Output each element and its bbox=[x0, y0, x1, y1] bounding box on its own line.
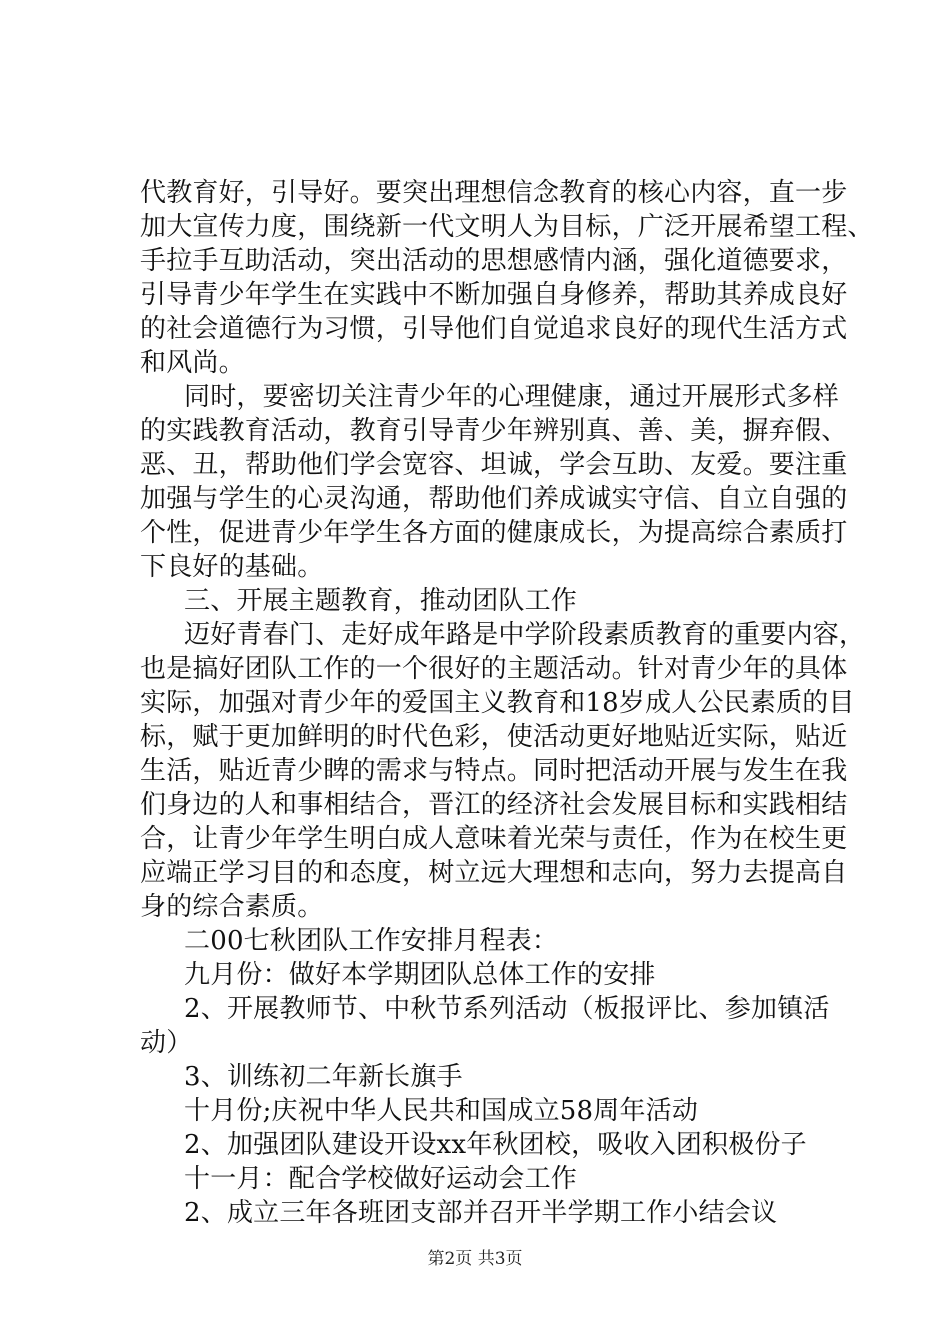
text-line: 代教育好，引导好。要突出理想信念教育的核心内容，直一步 bbox=[140, 178, 848, 208]
schedule-item: 十一月：配合学校做好运动会工作 bbox=[184, 1164, 578, 1194]
page-footer: 第2页 共3页 bbox=[427, 1249, 523, 1269]
paragraph-start: 同时，要密切关注青少年的心理健康，通过开展形式多样 bbox=[184, 382, 840, 412]
text-line: 身的综合素质。 bbox=[140, 892, 324, 922]
text-line: 也是搞好团队工作的一个很好的主题活动。针对青少年的具体 bbox=[140, 654, 848, 684]
text-line: 个性，促进青少年学生各方面的健康成长，为提高综合素质打 bbox=[140, 518, 848, 548]
text-line: 应端正学习目的和态度，树立远大理想和志向，努力去提高自 bbox=[140, 858, 848, 888]
text-line: 和风尚。 bbox=[140, 348, 245, 378]
text-line: 标，赋于更加鲜明的时代色彩，使活动更好地贴近实际，贴近 bbox=[140, 722, 848, 752]
schedule-item: 2、加强团队建设开设xx年秋团校，吸收入团积极份子 bbox=[184, 1130, 807, 1160]
text-line: 恶、丑，帮助他们学会宽容、坦诚，学会互助、友爱。要注重 bbox=[140, 450, 848, 480]
schedule-item: 2、成立三年各班团支部并召开半学期工作小结会议 bbox=[184, 1198, 778, 1228]
text-line: 生活，贴近青少睥的需求与特点。同时把活动开展与发生在我 bbox=[140, 756, 848, 786]
schedule-item: 九月份：做好本学期团队总体工作的安排 bbox=[184, 960, 656, 990]
schedule-item: 2、开展教师节、中秋节系列活动（板报评比、参加镇活 bbox=[184, 994, 830, 1024]
schedule-title: 二00七秋团队工作安排月程表： bbox=[184, 926, 559, 956]
schedule-item: 3、训练初二年新长旗手 bbox=[184, 1062, 463, 1092]
paragraph-start: 迈好青春门、走好成年路是中学阶段素质教育的重要内容， bbox=[184, 620, 866, 650]
text-line: 动） bbox=[140, 1028, 193, 1058]
text-line: 下良好的基础。 bbox=[140, 552, 324, 582]
text-line: 手拉手互助活动，突出活动的思想感情内涵，强化道德要求， bbox=[140, 246, 848, 276]
text-line: 们身边的人和事相结合，晋江的经济社会发展目标和实践相结 bbox=[140, 790, 848, 820]
text-line: 加大宣传力度，围绕新一代文明人为目标，广泛开展希望工程、 bbox=[140, 212, 874, 242]
text-line: 合，让青少年学生明白成人意味着光荣与责任，作为在校生更 bbox=[140, 824, 848, 854]
text-line: 的社会道德行为习惯，引导他们自觉追求良好的现代生活方式 bbox=[140, 314, 848, 344]
text-line: 的实践教育活动，教育引导青少年辨别真、善、美，摒弃假、 bbox=[140, 416, 848, 446]
text-line: 加强与学生的心灵沟通，帮助他们养成诚实守信、自立自强的 bbox=[140, 484, 848, 514]
schedule-item: 十月份;庆祝中华人民共和国成立58周年活动 bbox=[184, 1096, 699, 1126]
text-line: 引导青少年学生在实践中不断加强自身修养，帮助其养成良好 bbox=[140, 280, 848, 310]
text-line: 实际，加强对青少年的爱国主义教育和18岁成人公民素质的目 bbox=[140, 688, 855, 718]
section-heading: 三、开展主题教育，推动团队工作 bbox=[184, 586, 578, 616]
